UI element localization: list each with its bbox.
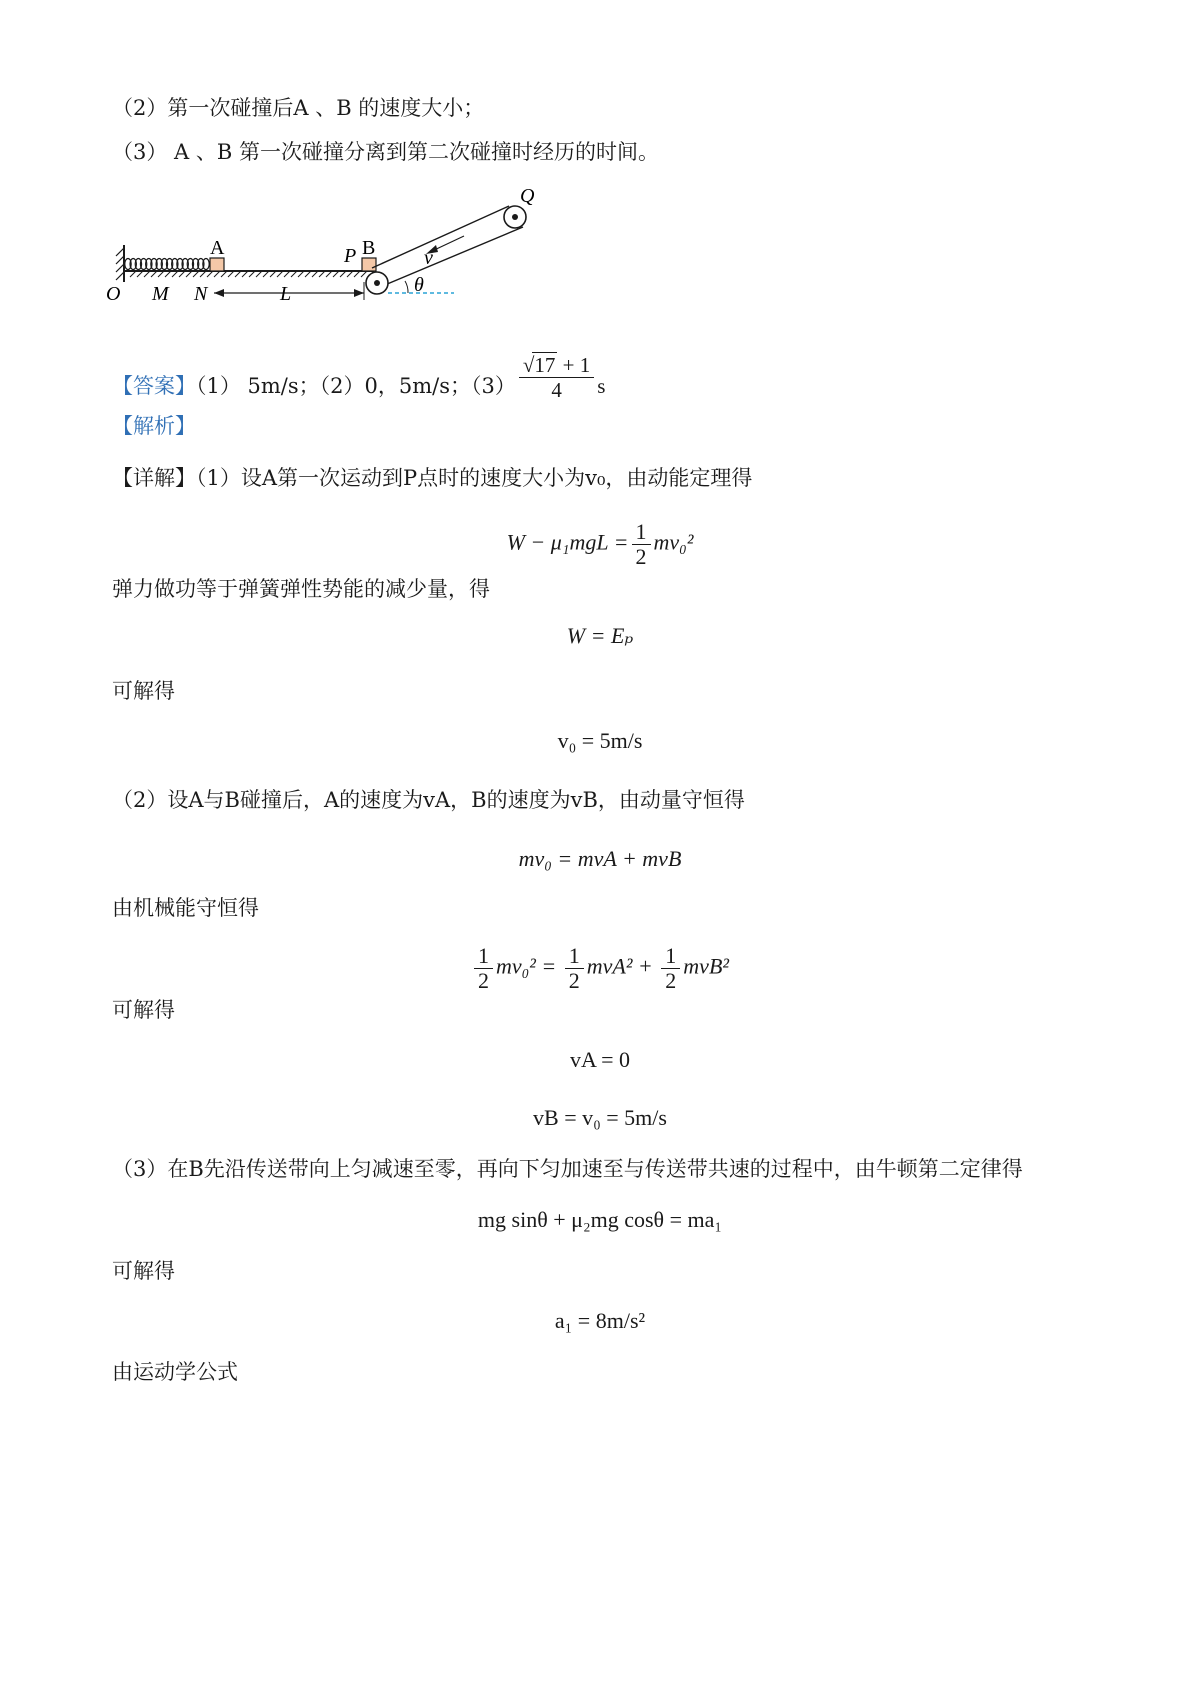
question-2: （2）第一次碰撞后A 、B 的速度大小； <box>112 96 485 120</box>
detail-part-3: （3）在B先沿传送带向上匀减速至零，再向下匀加速至与传送带共速的过程中，由牛顿第二定律得 <box>112 1157 1023 1181</box>
spring <box>125 259 209 270</box>
equation-energy-conservation: $\frac{1}{2}$ mv₀² = $\frac{1}{2}$ mvA² + $\frac{1}{2}$ mvB² <box>0 944 1200 993</box>
label-b: B <box>362 237 376 259</box>
physics-figure <box>106 185 612 325</box>
text-kinematics: 由运动学公式 <box>112 1360 238 1384</box>
answer-fraction: $\frac{√17 + 1}{4}$ <box>519 352 594 402</box>
equation-elastic-energy: W = Eₚ <box>566 623 634 648</box>
detail-intro: 【详解】（1）设A第一次运动到P点时的速度大小为v₀，由动能定理得 <box>112 466 753 490</box>
answer-tag: 【答案】 <box>112 374 196 398</box>
equation-vb: vB = v₀ = 5m/s <box>533 1105 667 1130</box>
equation-va: vA = 0 <box>569 1047 631 1072</box>
text-solve-2: 可解得 <box>112 998 175 1022</box>
question-3: （3） A 、B 第一次碰撞分离到第二次碰撞时经历的时间。 <box>112 140 659 164</box>
equation-newton: mg sinθ + μ₂mg cosθ = ma₁ <box>477 1207 723 1232</box>
detail-tag: 【详解】 <box>112 466 196 490</box>
label-a: A <box>210 237 225 259</box>
label-o: O <box>106 283 121 305</box>
equation-a1: a₁ = 8m/s² <box>554 1308 646 1333</box>
block-a <box>210 258 224 271</box>
text-solve-1: 可解得 <box>112 679 175 703</box>
label-m: M <box>152 283 169 305</box>
text-solve-3: 可解得 <box>112 1259 175 1283</box>
analysis-tag: 【解析】 <box>112 414 196 438</box>
answer-parts: （1） 5m/s；（2）0，5m/s；（3） <box>196 374 516 398</box>
answer-unit: s <box>597 374 606 398</box>
block-b <box>362 258 376 271</box>
text-elastic: 弹力做功等于弹簧弹性势能的减少量，得 <box>112 577 490 601</box>
label-q: Q <box>520 185 535 207</box>
label-n: N <box>194 283 208 305</box>
equation-v0: v₀ = 5m/s <box>557 728 643 753</box>
label-l: L <box>280 283 292 305</box>
label-v: v <box>424 247 433 269</box>
label-p: P <box>344 245 357 267</box>
equation-momentum: mv₀ = mvA + mvB <box>518 846 682 871</box>
equation-work-energy: W − μ₁mgL = $\frac{1}{2}$ mv₀² <box>506 519 694 569</box>
answer-line <box>112 352 606 402</box>
label-theta: θ <box>414 274 424 296</box>
text-mechanical: 由机械能守恒得 <box>112 896 259 920</box>
detail-part-2: （2）设A与B碰撞后，A的速度为vA，B的速度为vB，由动量守恒得 <box>112 788 745 812</box>
